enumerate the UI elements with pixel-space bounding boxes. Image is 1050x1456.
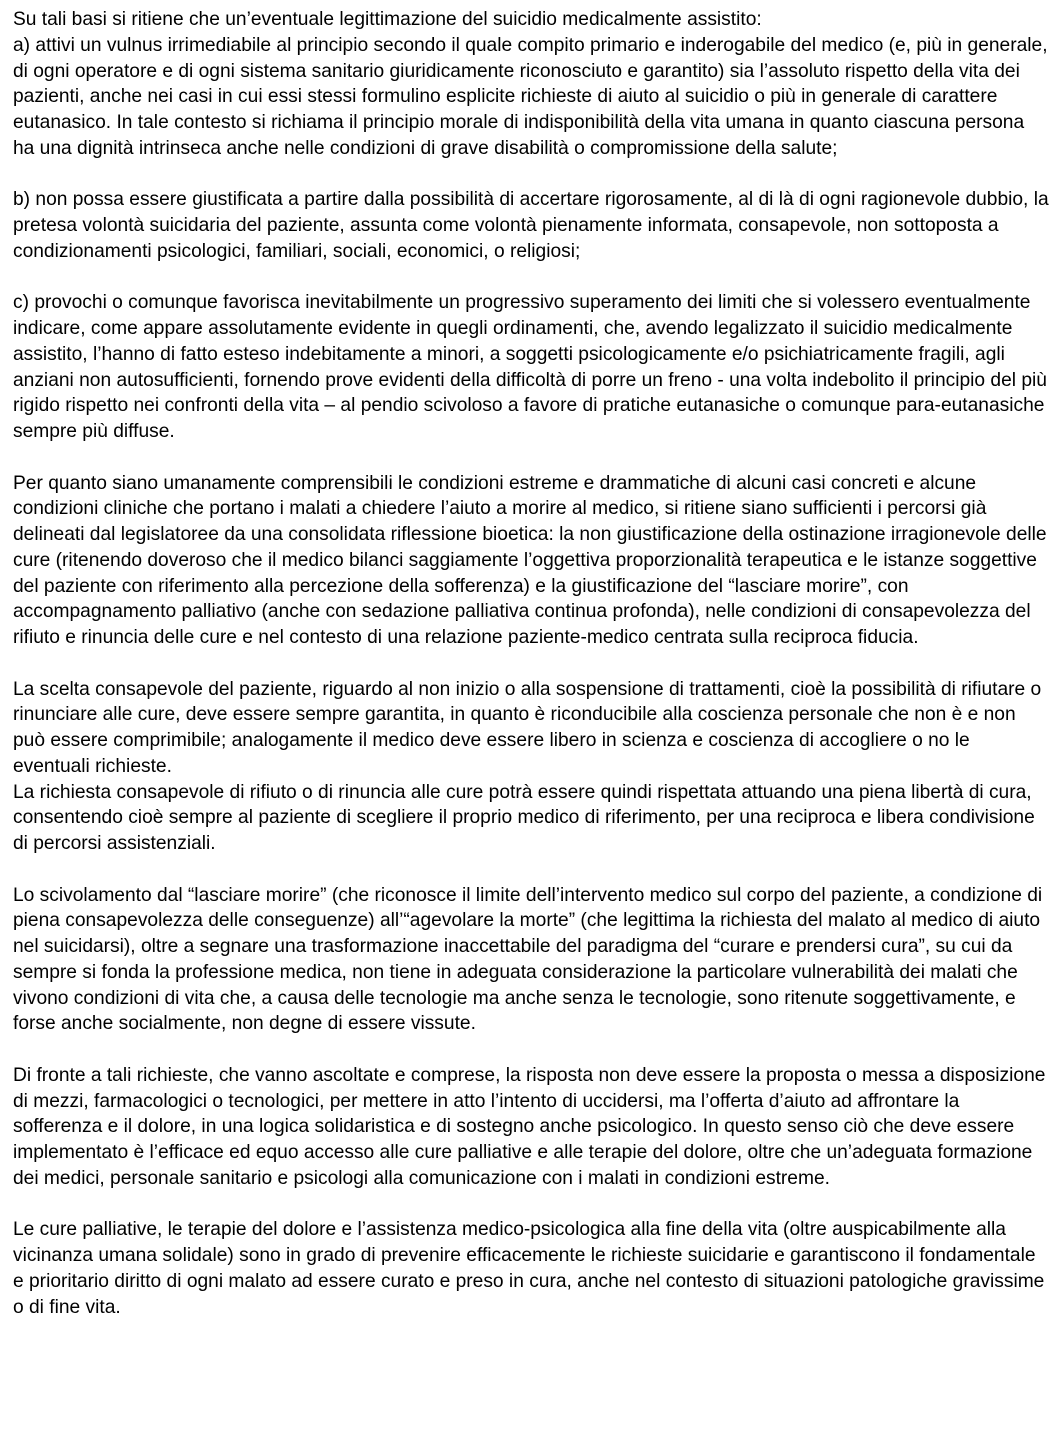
paragraph-spacer <box>13 265 1049 291</box>
paragraph-spacer <box>13 162 1049 188</box>
paragraph-palliative-care: Le cure palliative, le terapie del dolore e l’assistenza medico-psicologica alla fine della vita (oltre auspicabilmente alla vicinanza umana solidale) sono in grado di prevenire efficacemente le richieste suicidarie e garantiscono il fondamentale e prioritario diritto di ogni malato ad essere curato e preso in cura, anche nel contesto di situazioni patologiche gravissime o di fine vita. <box>13 1219 1045 1318</box>
paragraph-spacer <box>13 1192 1049 1218</box>
paragraph-lasciare-morire: Lo scivolamento dal “lasciare morire” (che riconosce il limite dell’intervento medico sul corpo del paziente, a condizione di piena consapevolezza delle conseguenze) all’“agevolare la morte” (che legittima la richiesta del malato al medico di aiuto nel suicidarsi), oltre a segnare una trasformazione inaccettabile del paradigma del “curare e prendersi cura”, su cui da sempre si fonda la professione medica, non tiene in adeguata considerazione la particolare vulnerabilità dei malati che vivono condizioni di vita che, a causa delle tecnologie ma anche senza le tecnologie, sono ritenute soggettivamente, e forse anche socialmente, non degne di essere vissute. <box>13 884 1043 1035</box>
paragraph-spacer <box>13 651 1049 677</box>
paragraph-b: b) non possa essere giustificata a partire dalla possibilità di accertare rigorosamente, al di là di ogni ragionevole dubbio, la pretesa volontà suicidaria del paziente, assunta come volontà pienamente informata, consapevole, non sottoposta a condizionamenti psicologici, familiari, sociali, economici, o religiosi; <box>13 189 1049 262</box>
paragraph-requests-response: Di fronte a tali richieste, che vanno ascoltate e comprese, la risposta non deve essere la proposta o messa a disposizione di mezzi, farmacologici o tecnologici, per mettere in atto l’intento di uccidersi, ma l’offerta d’aiuto ad affrontare la sofferenza e il dolore, in una logica solidaristica e di sostegno anche psicologico. In questo senso ciò che deve essere implementato è l’efficace ed equo accesso alle cure palliative e alle terapie del dolore, oltre che un’adeguata formazione dei medici, personale sanitario e psicologi alla comunicazione con i malati in condizioni estreme. <box>13 1064 1046 1189</box>
document-body <box>13 7 1049 1320</box>
paragraph-spacer <box>13 857 1049 883</box>
paragraph-spacer <box>13 445 1049 471</box>
paragraph-cure-conditions: Per quanto siano umanamente comprensibili le condizioni estreme e drammatiche di alcuni casi concreti e alcune condizioni cliniche che portano i malati a chiedere l’aiuto a morire al medico, si ritiene siano sufficienti i percorsi già delineati dal legislatoree da una consolidata riflessione bioetica: la non giustificazione della ostinazione irragionevole delle cure (ritenendo doveroso che il medico bilanci saggiamente l’oggettiva proporzionalità terapeutica e le istanze soggettive del paziente con riferimento alla percezione della sofferenza) e la giustificazione del “lasciare morire”, con accompagnamento palliativo (anche con sedazione palliativa continua profonda), nelle condizioni di consapevolezza del rifiuto e rinuncia delle cure e nel contesto di una relazione paziente-medico centrata sulla reciproca fiducia. <box>13 472 1047 648</box>
paragraph-c: c) provochi o comunque favorisca inevitabilmente un progressivo superamento dei limiti che si volessero eventualmente indicare, come appare assolutamente evidente in quegli ordinamenti, che, avendo legalizzato il suicidio medicalmente assistito, l’hanno di fatto esteso indebitamente a minori, a soggetti psicologicamente e/o psichiatricamente fragili, agli anziani non autosufficienti, fornendo prove evidenti della difficoltà di porre un freno - una volta indebolito il principio del più rigido rispetto nei confronti della vita – al pendio scivoloso a favore di pratiche eutanasiche o comunque para-eutanasiche sempre più diffuse. <box>13 292 1047 442</box>
paragraph-spacer <box>13 1037 1049 1063</box>
paragraph-intro-a: Su tali basi si ritiene che un’eventuale legittimazione del suicidio medicalmente assistito: a) attivi un vulnus irrimediabile al principio secondo il quale compito primario e inderogabile del medico (e, più in generale, di ogni operatore e di ogni sistema sanitario giuridicamente riconosciuto e garantito) sia l’assoluto rispetto della vita dei pazienti, anche nei casi in cui essi stessi formulino esplicite richieste di aiuto al suicidio o più in generale di carattere eutanasico. In tale contesto si richiama il principio morale di indisponibilità della vita umana in quanto ciascuna persona ha una dignità intrinseca anche nelle condizioni di grave disabilità o compromissione della salute; <box>13 9 1048 159</box>
paragraph-patient-choice: La scelta consapevole del paziente, riguardo al non inizio o alla sospensione di trattamenti, cioè la possibilità di rifiutare o rinunciare alle cure, deve essere sempre garantita, in quanto è riconducibile alla coscienza personale che non è e non può essere comprimibile; analogamente il medico deve essere libero in scienza e coscienza di accogliere o no le eventuali richieste. La richiesta consapevole di rifiuto o di rinuncia alle cure potrà essere quindi rispettata attuando una piena libertà di cura, consentendo cioè sempre al paziente di scegliere il proprio medico di riferimento, per una reciproca e libera condivisione di percorsi assistenziali. <box>13 678 1042 854</box>
